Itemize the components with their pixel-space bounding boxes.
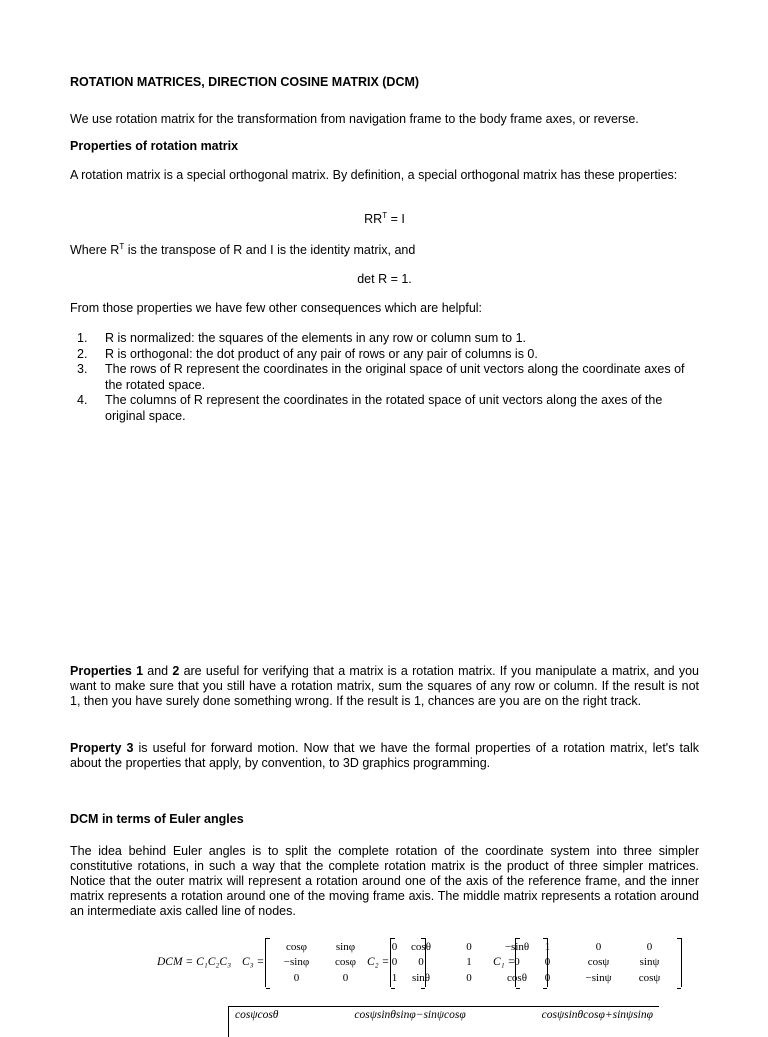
c2-label: C₂ = [367,956,390,968]
matrix-c3: cosφ sinφ 0 −sinφ cosφ 0 0 0 1 [265,938,426,987]
section-paragraph-euler: The idea behind Euler angles is to split the complete rotation of the coordinate system into three simpler constitutive rotations, in such a way that the complete rotation matrix is the product of three simpler matrices. Notice that the outer matrix will represent a rotation around one of the axis of the reference frame, and the inner matrix represents a rotation around one of the moving frame axis. The middle matrix represents a rotation around an intermediate axis called line of nodes. [70,844,699,918]
dcm-lhs: DCM = C₁C₂C₃ [157,956,232,968]
where-line [70,243,699,258]
list-item: 2. R is orthogonal: the dot product of any pair of rows or any pair of columns is 0. [77,346,538,361]
consequences-paragraph: From those properties we have few other consequences which are helpful: [70,301,483,315]
document-page [70,0,699,1024]
intro-paragraph: We use rotation matrix for the transformation from navigation frame to the body frame axes, or reverse. [70,112,639,126]
section-paragraph-definition: A rotation matrix is a special orthogonal matrix. By definition, a special orthogonal matrix has these properties: [70,168,678,182]
list-item: 4. The columns of R represent the coordinates in the rotated space of unit vectors along the axes of the original space. [77,393,663,423]
matrix-c2: cosθ 0 −sinθ 0 1 0 sinθ 0 cosθ [390,938,548,987]
list-item: 3. The rows of R represent the coordinates in the original space of unit vectors along the coordinate axes of the rotated space. [77,362,685,392]
dcm-cell: cosψsinθcosφ+sinψsinφ [541,1009,653,1021]
where-line-sup: T [119,242,125,251]
paragraph-properties-1-2: Properties 1 and 2 are useful for verifying that a matrix is a rotation matrix. If you manipulate a matrix, and you want to make sure that you still have a rotation matrix, sum the squares of any row or column. If the result is not 1, then you have surely done something wrong. If the result is 1, chances are you are on the right track. [70,664,699,708]
where-line-a: Where R [70,243,120,257]
equation-det: det R = 1. [357,272,412,286]
list-item: 1. R is normalized: the squares of the elements in any row or column sum to 1. [77,331,527,345]
dcm-cell: cosψsinθsinφ−sinψcosφ [354,1009,466,1021]
equation-rrt-sup: T [382,211,388,220]
paragraph-property-3: Property 3 is useful for forward motion. Now that we have the formal properties of a rotation matrix, let's talk about the properties that apply, by convention, to 3D graphics programming. [70,741,699,770]
equation-rrt-rest: = I [387,212,405,226]
section-heading-euler: DCM in terms of Euler angles [70,812,244,826]
c3-label: C₃ = [242,956,265,968]
section-heading-properties: Properties of rotation matrix [70,139,239,153]
document-title: ROTATION MATRICES, DIRECTION COSINE MATRIX (DCM) [70,75,420,89]
where-line-b: is the transpose of R and I is the identity matrix, and [124,243,416,257]
properties-list [70,331,699,424]
matrix-c1: 1 0 0 0 cosψ sinψ 0 −sinψ cosψ [515,938,682,987]
dcm-expanded-matrix-partial [228,1006,659,1037]
equation-rrt-base: RR [364,212,383,226]
c1-label: C₁ = [493,956,516,968]
dcm-cell: cosψcosθ [235,1009,279,1021]
equation-rrt [70,212,699,227]
